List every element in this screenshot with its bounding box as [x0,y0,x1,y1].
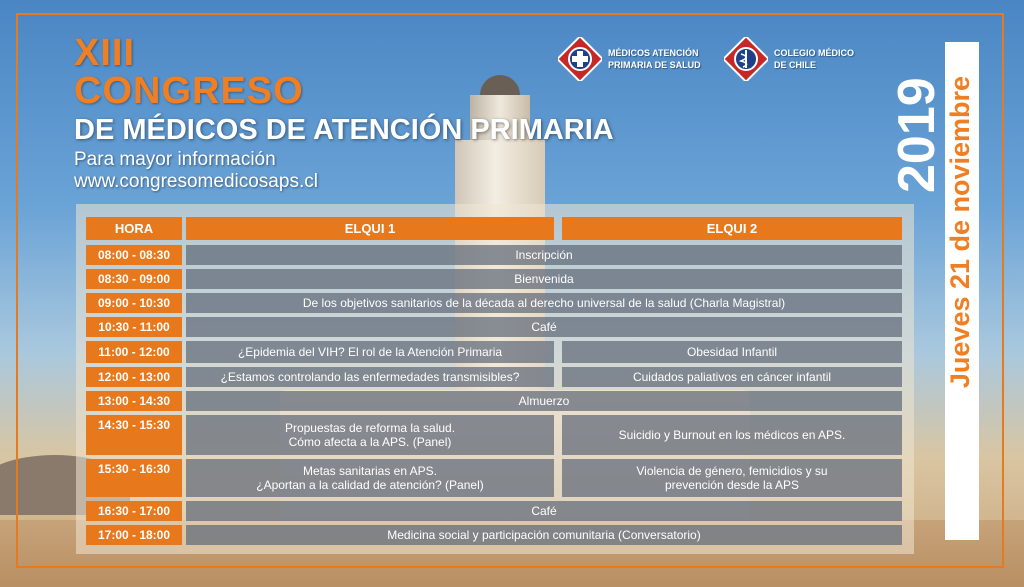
session-room1 [186,415,554,455]
info-label: Para mayor información [74,149,276,170]
session-line: ¿Aportan a la calidad de atención? (Panel) [256,478,484,492]
logo1-line2: PRIMARIA DE SALUD [608,60,701,70]
time-cell: 08:30 - 09:00 [86,269,182,289]
logo-medicos-aps [558,37,701,81]
session-full: Almuerzo [186,391,902,411]
title-subtitle: DE MÉDICOS DE ATENCIÓN PRIMARIA [74,114,614,146]
logo-colegio-medico [724,37,854,81]
event-date: Jueves 21 de noviembre [945,75,975,389]
logo2-line1: COLEGIO MÉDICO [774,48,855,58]
info-url: www.congresomedicosaps.cl [74,171,318,192]
time-cell: 17:00 - 18:00 [86,525,182,545]
title-congreso: CONGRESO [74,70,304,112]
session-full: Inscripción [186,245,902,265]
session-full: Bienvenida [186,269,902,289]
session-full: De los objetivos sanitarios de la década al derecho universal de la salud (Charla Magistral) [186,293,902,313]
time-cell: 11:00 - 12:00 [86,341,182,363]
col-header-hora: HORA [86,217,182,240]
title-roman-numeral: XIII [74,32,136,74]
caduceus-icon [724,37,768,81]
time-cell: 13:00 - 14:30 [86,391,182,411]
session-room2: Cuidados paliativos en cáncer infantil [562,367,902,387]
session-full: Café [186,317,902,337]
session-room1: ¿Estamos controlando las enfermedades transmisibles? [186,367,554,387]
logo2-line2: DE CHILE [774,60,817,70]
time-cell: 09:00 - 10:30 [86,293,182,313]
session-line: Violencia de género, femicidios y su [636,464,828,478]
session-full: Café [186,501,902,521]
medical-cross-icon [558,37,602,81]
session-room2: Obesidad Infantil [562,341,902,363]
col-header-room1: ELQUI 1 [186,217,554,240]
session-line: Propuestas de reforma la salud. [284,421,456,435]
session-full: Medicina social y participación comunitaria (Conversatorio) [186,525,902,545]
time-cell: 14:30 - 15:30 [86,415,182,455]
session-room1: ¿Epidemia del VIH? El rol de la Atención Primaria [186,341,554,363]
session-line: Metas sanitarias en APS. [302,464,438,478]
time-cell: 12:00 - 13:00 [86,367,182,387]
session-room2: Suicidio y Burnout en los médicos en APS. [562,415,902,455]
logo1-line1: MÉDICOS ATENCIÓN [608,48,699,58]
time-cell: 16:30 - 17:00 [86,501,182,521]
session-room1 [186,459,554,497]
time-cell: 08:00 - 08:30 [86,245,182,265]
col-header-room2: ELQUI 2 [562,217,902,240]
event-year: 2019 [888,77,946,193]
session-room2 [562,459,902,497]
time-cell: 10:30 - 11:00 [86,317,182,337]
session-line: Cómo afecta a la APS. (Panel) [288,435,452,449]
time-cell: 15:30 - 16:30 [86,459,182,497]
session-line: prevención desde la APS [664,478,800,492]
